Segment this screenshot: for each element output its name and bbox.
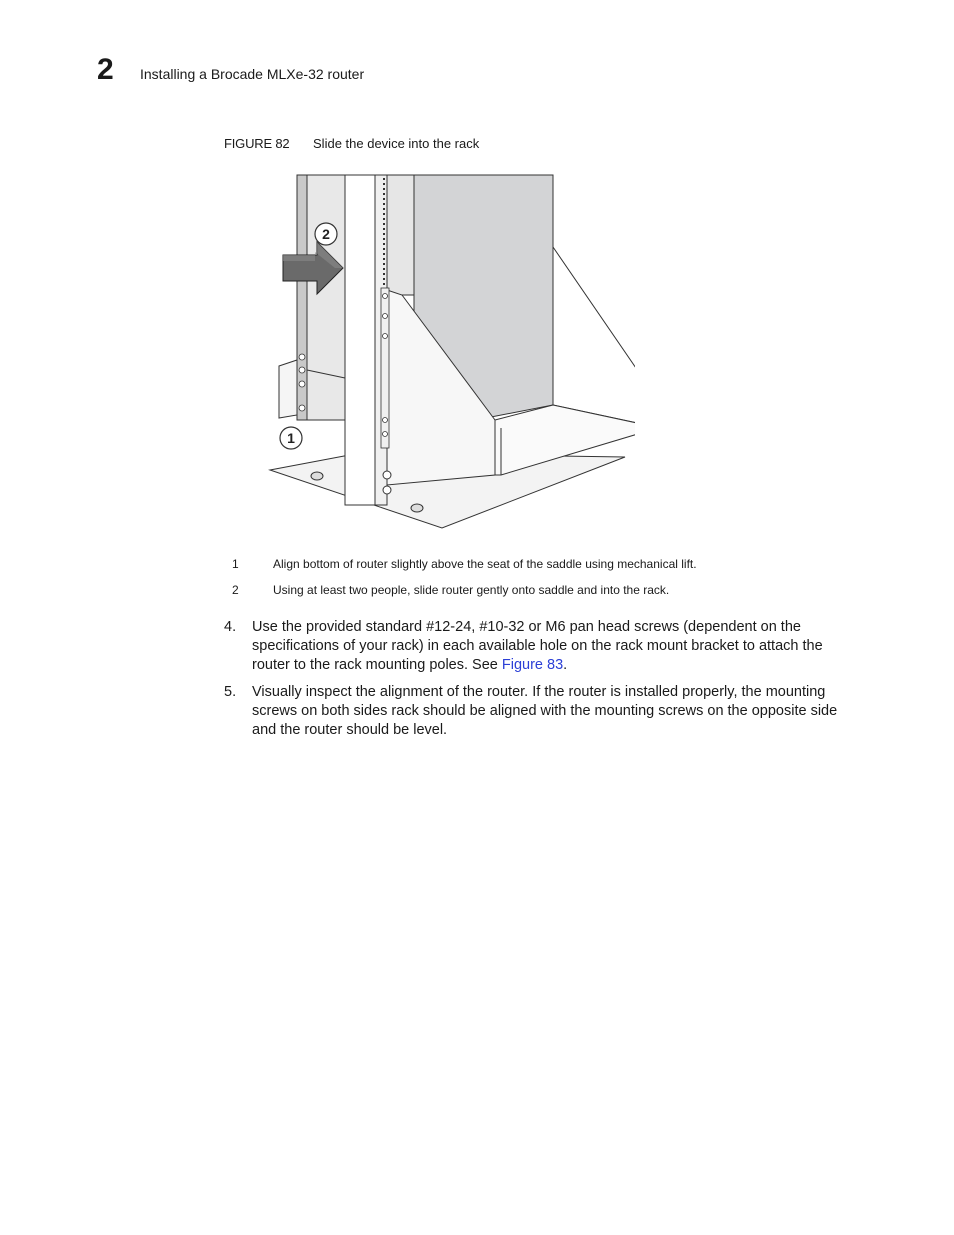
step-number: 4. — [224, 619, 237, 635]
callout-2-label: 2 — [322, 226, 330, 242]
legend-text: Align bottom of router slightly above the seat of the saddle using mechanical lift. — [273, 557, 697, 571]
legend-text: Using at least two people, slide router gently onto saddle and into the rack. — [273, 583, 670, 597]
callout-1-label: 1 — [287, 430, 295, 446]
step-item — [224, 683, 864, 740]
figure-caption — [224, 134, 479, 154]
chapter-number: 2 — [97, 53, 114, 86]
figure-label: FIGURE 82 — [224, 136, 290, 151]
figure-83-link[interactable]: Figure 83 — [501, 657, 564, 673]
legend-number: 1 — [232, 557, 239, 571]
step-item — [224, 618, 864, 675]
header-title: Installing a Brocade MLXe-32 router — [140, 66, 365, 82]
step-number: 5. — [224, 684, 237, 700]
rack-illustration-svg — [265, 170, 635, 535]
step-text-main: Use the provided standard #12-24, #10-32 or M6 pan head screws (dependent on the specifications of your rack) in each available hole on the rack mount bracket to attach the router to the rack mounting poles. See — [252, 619, 823, 673]
figure-title: Slide the device into the rack — [313, 136, 480, 151]
rack-illustration — [265, 170, 635, 535]
step-text: Visually inspect the alignment of the router. If the router is installed properly, the mounting screws on both sides rack should be aligned with the mounting screws on the opposite side and the router should be level. — [252, 684, 838, 738]
step-text — [252, 618, 864, 675]
step-text-end: . — [563, 657, 568, 673]
legend-number: 2 — [232, 583, 239, 597]
